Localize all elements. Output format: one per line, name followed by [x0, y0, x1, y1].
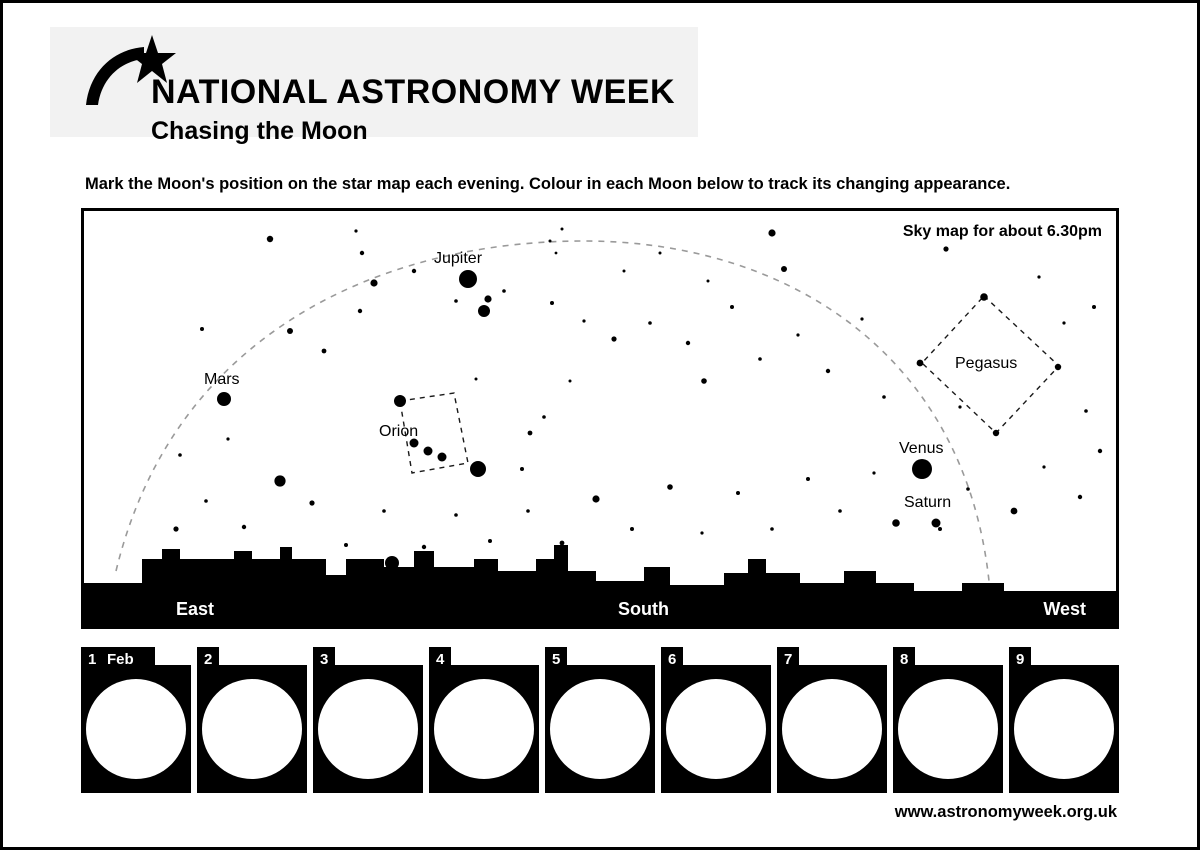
moon-box-1[interactable] — [81, 647, 191, 793]
moon-box-7[interactable] — [777, 647, 887, 793]
compass-label-west: West — [1043, 599, 1086, 619]
moon-box-number: 8 — [900, 651, 909, 668]
instruction-text: Mark the Moon's position on the star map each evening. Colour in each Moon below to track its changing appearance. — [85, 175, 1011, 193]
label-pegasus: Pegasus — [955, 355, 1018, 372]
moon-box-number: 5 — [552, 651, 561, 668]
compass-label-south: South — [618, 599, 669, 619]
moon-disc[interactable] — [434, 679, 534, 779]
sky-map-caption: Sky map for about 6.30pm — [902, 223, 1102, 240]
orion-star-3 — [424, 447, 433, 456]
sky-map[interactable] — [81, 208, 1119, 629]
moon-box-2[interactable] — [197, 647, 307, 793]
mars-marker — [217, 392, 231, 406]
venus-marker — [912, 459, 932, 479]
page-title: NATIONAL ASTRONOMY WEEK — [151, 73, 676, 111]
moon-disc[interactable] — [666, 679, 766, 779]
label-jupiter: Jupiter — [434, 250, 483, 267]
moon-box-9[interactable] — [1009, 647, 1119, 793]
horizon-skyline — [84, 545, 1116, 626]
star-field — [173, 228, 1102, 571]
footer-website-url[interactable]: www.astronomyweek.org.uk — [894, 803, 1117, 821]
label-venus: Venus — [899, 440, 944, 457]
jupiter-marker — [459, 270, 477, 288]
moon-box-6[interactable] — [661, 647, 771, 793]
moon-box-month: Feb — [107, 651, 134, 668]
moon-disc[interactable] — [898, 679, 998, 779]
orion-star-4 — [438, 453, 447, 462]
label-saturn: Saturn — [904, 494, 952, 511]
moon-disc[interactable] — [202, 679, 302, 779]
moon-tracker-row — [81, 647, 1121, 793]
moon-box-number: 7 — [784, 651, 793, 668]
orion-star-1 — [394, 395, 406, 407]
moon-disc[interactable] — [1014, 679, 1114, 779]
moon-box-number: 6 — [668, 651, 677, 668]
compass-label-east: East — [176, 599, 215, 619]
bright-star-a — [478, 305, 490, 317]
moon-box-number: 2 — [204, 651, 213, 668]
orion-star-5 — [470, 461, 486, 477]
sky-map-labels — [204, 250, 1017, 511]
label-mars: Mars — [204, 371, 240, 388]
moon-disc[interactable] — [550, 679, 650, 779]
moon-box-8[interactable] — [893, 647, 1003, 793]
moon-disc[interactable] — [318, 679, 418, 779]
moon-disc[interactable] — [86, 679, 186, 779]
saturn-marker — [932, 519, 941, 528]
moon-box-number: 1 — [88, 651, 97, 668]
moon-box-5[interactable] — [545, 647, 655, 793]
moon-box-3[interactable] — [313, 647, 423, 793]
moon-box-number: 3 — [320, 651, 329, 668]
label-orion: Orion — [379, 423, 419, 440]
moon-path-arc — [116, 241, 989, 581]
moon-disc[interactable] — [782, 679, 882, 779]
sky-map-canvas[interactable] — [84, 211, 1116, 626]
moon-box-number: 9 — [1016, 651, 1025, 668]
moon-box-number: 4 — [436, 651, 445, 668]
planet-markers — [217, 270, 944, 528]
page-subtitle: Chasing the Moon — [151, 117, 368, 145]
moon-box-4[interactable] — [429, 647, 539, 793]
